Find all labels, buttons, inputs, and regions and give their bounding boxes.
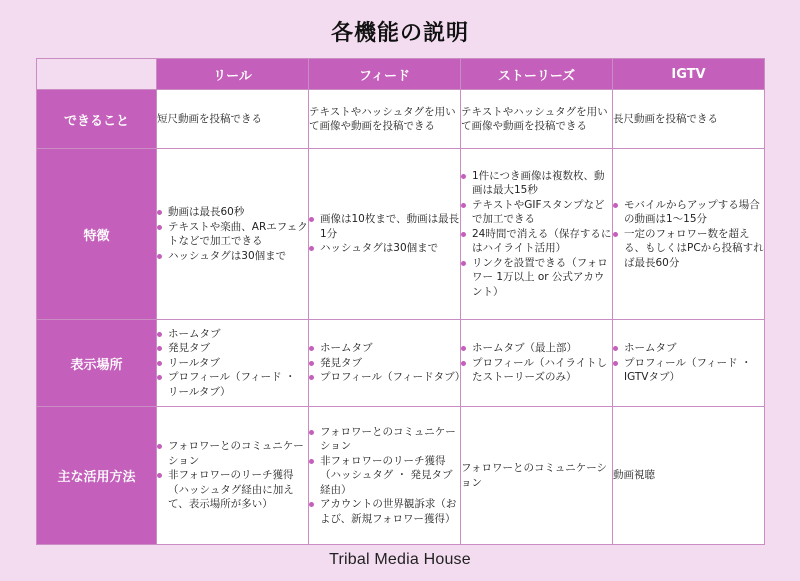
list-item: 一定のフォロワー数を超える、もしくはPCから投稿すれば最長60分 — [613, 227, 764, 271]
cell-text: 短尺動画を投稿できる — [157, 112, 262, 125]
list-item: ハッシュタグは30個まで — [309, 241, 460, 256]
bullet-list — [461, 169, 612, 300]
feature-comparison-table — [36, 58, 765, 545]
cell-display-location-feed — [309, 320, 466, 407]
bullet-list — [309, 341, 466, 385]
cell-can-do-stories — [461, 90, 613, 149]
row-header-main-use: 主な活用方法 — [37, 407, 157, 545]
footer-brand: Tribal Media House — [329, 551, 471, 568]
list-item: プロフィール（フィード ・ リールタブ） — [157, 370, 308, 399]
bullet-list — [613, 341, 764, 385]
list-item: ホームタブ（最上部） — [461, 341, 612, 356]
table-corner — [37, 59, 157, 90]
cell-features-reels — [157, 149, 309, 320]
cell-can-do-feed — [309, 90, 461, 149]
column-header-igtv: IGTV — [613, 59, 765, 90]
list-item: 発見タブ — [309, 356, 460, 371]
table-row — [37, 90, 765, 149]
list-item: 発見タブ — [157, 341, 308, 356]
bullet-list — [309, 425, 460, 527]
list-item: プロフィール（フィードタブ） — [309, 370, 460, 385]
list-item: 非フォロワーのリーチ獲得（ハッシュタグ ・ 発見タブ経由） — [309, 454, 460, 498]
cell-main-use-feed — [309, 407, 461, 545]
row-header-can-do: できること — [37, 90, 157, 149]
list-item: ホームタブ — [157, 327, 308, 342]
list-item: フォロワーとのコミュニケーション — [157, 439, 308, 468]
list-item: ホームタブ — [613, 341, 764, 356]
table-row — [37, 407, 765, 545]
cell-display-location-stories — [461, 320, 613, 407]
list-item: プロフィール（フィード ・ IGTVタブ） — [613, 356, 764, 385]
bullet-list — [613, 198, 764, 271]
table-body — [37, 90, 765, 545]
cell-can-do-igtv — [613, 90, 765, 149]
list-item: 動画は最長60秒 — [157, 205, 308, 220]
cell-features-feed — [309, 149, 461, 320]
list-item: フォロワーとのコミュニケーション — [309, 425, 460, 454]
cell-main-use-stories — [461, 407, 613, 545]
cell-text: 動画視聴 — [613, 469, 655, 482]
bullet-list — [461, 341, 612, 385]
cell-features-igtv — [613, 149, 765, 320]
cell-text: フォロワーとのコミュニケーション — [461, 462, 608, 489]
list-item: リールタブ — [157, 356, 308, 371]
list-item: アカウントの世界観訴求（および、新規フォロワー獲得） — [309, 497, 460, 526]
bullet-list — [157, 205, 308, 263]
column-header-stories: ストーリーズ — [461, 59, 613, 90]
cell-display-location-reels — [157, 320, 309, 407]
bullet-list — [157, 327, 308, 400]
cell-main-use-igtv — [613, 407, 765, 545]
row-header-features: 特徴 — [37, 149, 157, 320]
list-item: 24時間で消える（保存するにはハイライト活用） — [461, 227, 612, 256]
list-item: ハッシュタグは30個まで — [157, 249, 308, 264]
table-row — [37, 149, 765, 320]
list-item: テキストやGIFスタンプなどで加工できる — [461, 198, 612, 227]
cell-text: 長尺動画を投稿できる — [613, 112, 718, 125]
bullet-list — [309, 212, 460, 256]
list-item: リンクを設置できる（フォロワー 1万以上 or 公式アカウント） — [461, 256, 612, 300]
bullet-list — [157, 439, 308, 512]
column-header-reels: リール — [157, 59, 309, 90]
cell-text: テキストやハッシュタグを用いて画像や動画を投稿できる — [461, 105, 608, 132]
table-row — [37, 320, 765, 407]
column-header-feed: フィード — [309, 59, 461, 90]
cell-display-location-igtv — [613, 320, 765, 407]
cell-features-stories — [461, 149, 613, 320]
cell-text: テキストやハッシュタグを用いて画像や動画を投稿できる — [309, 105, 456, 132]
list-item: 1件につき画像は複数枚、動画は最大15秒 — [461, 169, 612, 198]
page-title: 各機能の説明 — [330, 21, 469, 46]
list-item: テキストや楽曲、ARエフェクトなどで加工できる — [157, 220, 308, 249]
list-item: 画像は10枚まで、動画は最長1分 — [309, 212, 460, 241]
list-item: モバイルからアップする場合の動画は1〜15分 — [613, 198, 764, 227]
row-header-display-location: 表示場所 — [37, 320, 157, 407]
cell-can-do-reels — [157, 90, 309, 149]
list-item: ホームタブ — [309, 341, 460, 356]
list-item: プロフィール（ハイライトしたストーリーズのみ） — [461, 356, 612, 385]
cell-main-use-reels — [157, 407, 309, 545]
list-item: 非フォロワーのリーチ獲得（ハッシュタグ経由に加えて、表示場所が多い） — [157, 468, 308, 512]
